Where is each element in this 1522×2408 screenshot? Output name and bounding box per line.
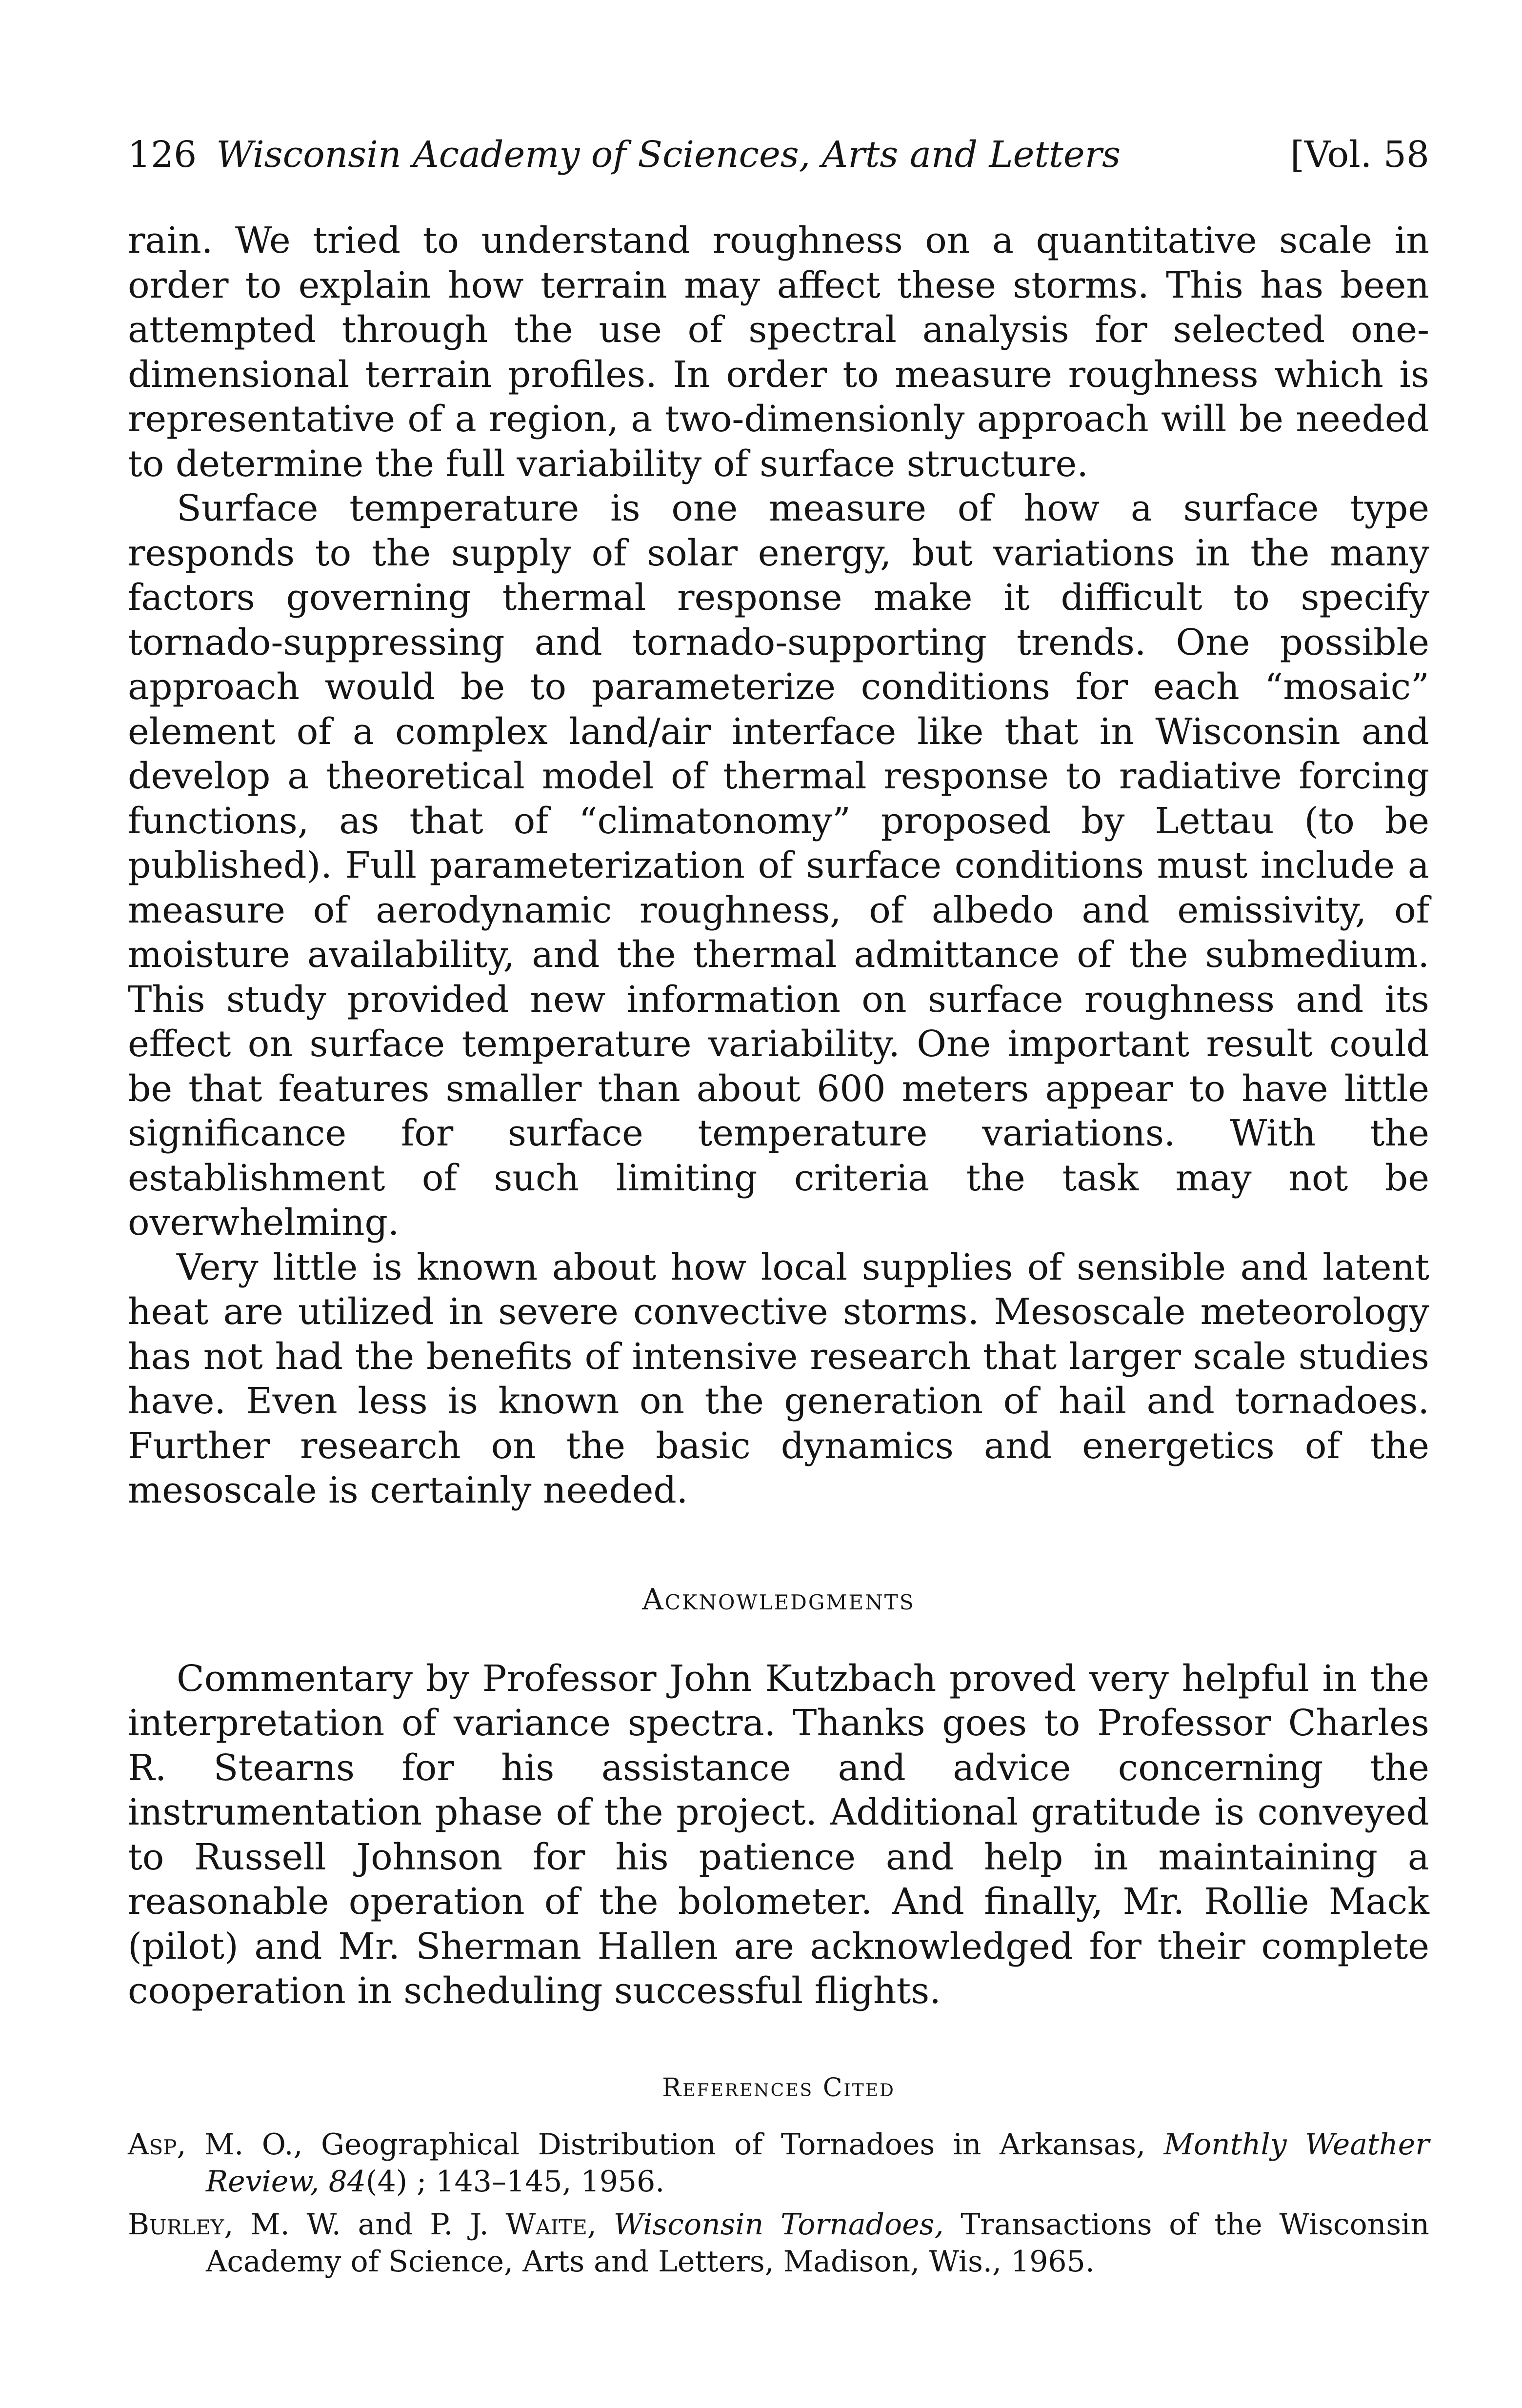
journal-title: Wisconsin Academy of Sciences, Arts and Letters [216, 134, 1121, 176]
reference-item [128, 2206, 1429, 2280]
page [128, 128, 1429, 2286]
running-head [128, 128, 1429, 181]
references-list [128, 2126, 1429, 2280]
reference-author: Waite, [505, 2207, 597, 2242]
reference-volume: 84 [328, 2164, 366, 2199]
acknowledgments-section [128, 1657, 1429, 2014]
volume-label: [Vol. 58 [1290, 134, 1429, 176]
reference-title: Geographical Distribution of Tornadoes in Arkansas, [320, 2127, 1146, 2162]
page-number: 126 [128, 134, 197, 176]
reference-details: Transactions of the Wisconsin Academy of Science, Arts and Letters, Madison, Wis., 1965. [206, 2207, 1430, 2279]
acknowledgments-text: Commentary by Professor John Kutzbach proved very helpful in the interpretation of variance spectra. Thanks goes to Professor Charles R. Stearns for his assistance and advice concerning the instrumentation phase of the project. Additional gratitude is conveyed to Russell Johnson for his patience and help in maintaining a reasonable operation of the bolometer. And finally, Mr. Rollie Mack (pilot) and Mr. Sherman Hallen are acknowledged for their complete cooperation in scheduling successful flights. [128, 1657, 1429, 2012]
reference-author: Burley, M. W. [128, 2207, 341, 2242]
reference-journal: Monthly Weather Review, [206, 2127, 1430, 2199]
acknowledgments-heading: Acknowledgments [642, 1582, 915, 1617]
references-heading: References Cited [662, 2073, 895, 2103]
paragraph: Very little is known about how local supplies of sensible and latent heat are utilized in severe convective storms. Mesoscale meteorology has not had the benefits of intensive research that larger scale studies have. Even less is known on the generation of hail and tornadoes. Further research on the basic dynamics and energetics of the mesoscale is certainly needed. [128, 1246, 1429, 1511]
body-text [128, 219, 1429, 1513]
reference-details: (4) ; 143–145, 1956. [366, 2164, 665, 2199]
reference-item [128, 2126, 1429, 2200]
paragraph: rain. We tried to understand roughness on a quantitative scale in order to explain how terrain may affect these storms. This has been attempted through the use of spectral analysis for selected one-dimensional terrain profiles. In order to measure roughness which is representative of a region, a two-dimensionly approach will be needed to determine the full variability of surface structure. [128, 220, 1429, 485]
reference-author: Asp, M. O., [128, 2127, 303, 2162]
paragraph: Surface temperature is one measure of how a surface type responds to the supply of solar energy, but variations in the many factors governing thermal response make it difficult to specify tornado-suppressing and tornado-supporting trends. One possible approach would be to parameterize conditions for each “mosaic” element of a complex land/air interface like that in Wisconsin and develop a theoretical model of thermal response to radiative forcing functions, as that of “climatonomy” proposed by Lettau (to be published). Full parameterization of surface conditions must include a measure of aerodynamic roughness, of albedo and emissivity, of moisture availability, and the thermal admittance of the submedium. This study provided new information on surface roughness and its effect on surface temperature variability. One important result could be that features smaller than about 600 meters appear to have little significance for surface temperature variations. With the establishment of such limiting criteria the task may not be overwhelming. [128, 487, 1429, 1244]
reference-connector: and P. J. [358, 2207, 489, 2242]
reference-title: Wisconsin Tornadoes, [613, 2207, 944, 2242]
